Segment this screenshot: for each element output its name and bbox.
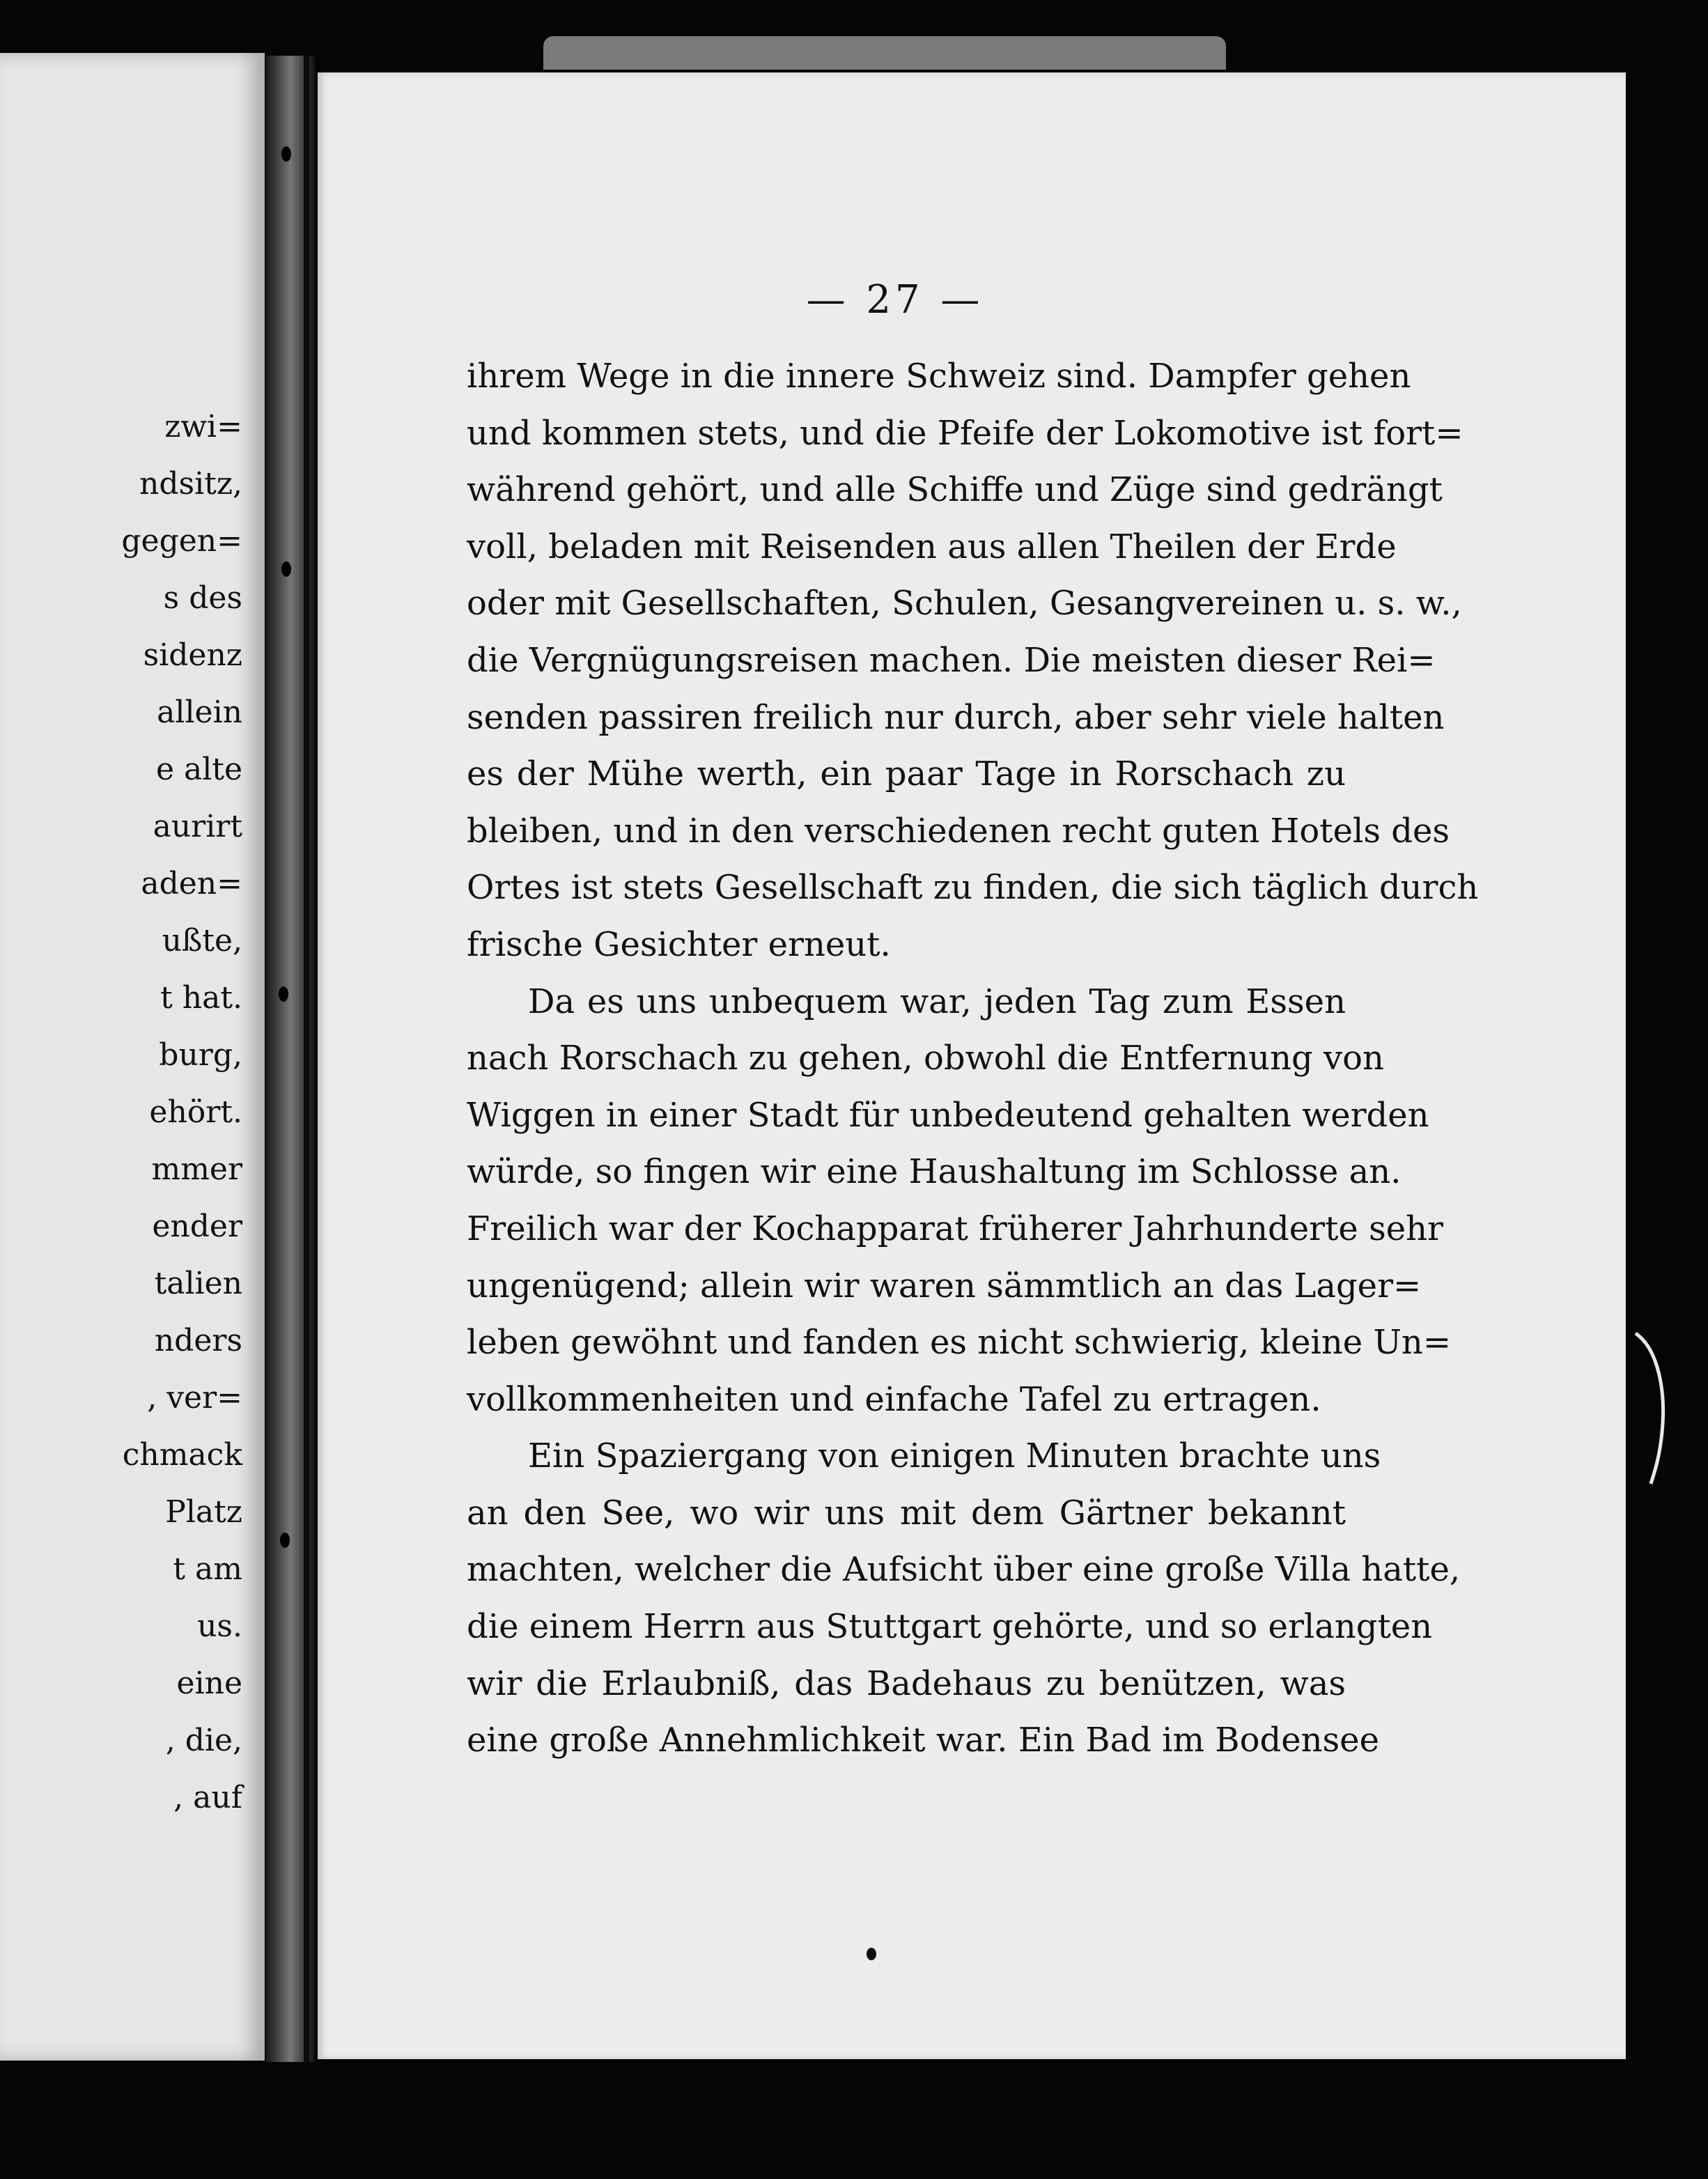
previous-page-line: Platz [165,1494,242,1530]
text-line: Ein Spaziergang von einigen Minuten brachte uns [528,1436,1381,1476]
previous-page-line: ußte, [162,923,242,959]
previous-page-fragment [0,53,265,2061]
text-line: Freilich war der Kochapparat früherer Jahrhunderte sehr [467,1209,1443,1248]
text-line: Da es uns unbequem war, jeden Tag zum Essen [528,982,1346,1021]
previous-page-line: zwi= [164,409,242,444]
text-line: und kommen stets, und die Pfeife der Lokomotive ist fort= [467,413,1464,453]
previous-page-line: t hat. [160,980,242,1016]
text-line: nach Rorschach zu gehen, obwohl die Entfernung von [467,1039,1384,1078]
gutter-mark [281,561,291,577]
text-line: wir die Erlaubniß, das Badehaus zu benützen, was [467,1664,1346,1703]
previous-page-line: ndsitz, [139,466,242,502]
previous-page-line: mmer [151,1151,242,1187]
page-top-shadow [543,36,1226,70]
text-line: eine große Annehmlichkeit war. Ein Bad im Bodensee [467,1721,1379,1760]
text-line: es der Mühe werth, ein paar Tage in Rorschach zu [467,754,1346,794]
previous-page-line: chmack [122,1437,242,1473]
text-line: Wiggen in einer Stadt für unbedeutend gehalten werden [467,1095,1429,1135]
previous-page-line: , die, [165,1723,242,1758]
previous-page-line: aden= [141,866,242,901]
text-line: an den See, wo wir uns mit dem Gärtner bekannt [467,1493,1346,1533]
gutter-mark [279,986,288,1002]
page-edge-curl [1630,1328,1679,1488]
text-line: die einem Herrn aus Stuttgart gehörte, und so erlangten [467,1607,1433,1647]
text-line: machten, welcher die Aufsicht über eine große Villa hatte, [467,1550,1461,1590]
text-line: vollkommenheiten und einfache Tafel zu ertragen. [467,1379,1321,1419]
previous-page-line: ender [152,1209,242,1244]
text-line: bleiben, und in den verschiedenen recht guten Hotels des [467,811,1450,851]
text-line: während gehört, und alle Schiffe und Züge sind gedrängt [467,470,1443,510]
previous-page-line-fragments [121,398,242,1827]
gutter-mark [280,1533,290,1548]
text-line: leben gewöhnt und fanden es nicht schwierig, kleine Un= [467,1323,1452,1363]
previous-page-line: eine [176,1666,242,1701]
text-line: ungenügend; allein wir waren sämmtlich an das Lager= [467,1266,1422,1305]
previous-page-line: s des [163,580,242,616]
previous-page-line: gegen= [121,523,242,559]
text-line: voll, beladen mit Reisenden aus allen Theilen der Erde [467,527,1397,566]
gutter-shadow-line [304,56,309,2062]
previous-page-line: talien [154,1266,242,1301]
previous-page-line: allein [157,695,242,730]
previous-page-line: burg, [159,1037,242,1073]
gutter-mark [281,146,291,162]
text-line: frische Gesichter erneut. [467,924,891,964]
previous-page-line: t am [173,1551,242,1587]
previous-page-line: us. [197,1608,242,1644]
previous-page-line: e alte [155,752,242,787]
text-line: oder mit Gesellschaften, Schulen, Gesangvereinen u. s. w., [467,584,1462,623]
previous-page-line: ehört. [149,1094,242,1130]
previous-page-line: , auf [173,1780,242,1815]
previous-page-line: nders [154,1323,242,1358]
page-number: — 27 — [806,277,984,323]
previous-page-line: sidenz [143,637,242,673]
previous-page-line: aurirt [153,809,242,844]
text-line: ihrem Wege in die innere Schweiz sind. Dampfer gehen [467,357,1411,396]
previous-page-line: , ver= [147,1380,242,1416]
text-line: die Vergnügungsreisen machen. Die meisten dieser Rei= [467,640,1436,680]
text-line: würde, so fingen wir eine Haushaltung im Schlosse an. [467,1152,1402,1192]
page-body-text [467,348,1479,1769]
text-line: Ortes ist stets Gesellschaft zu finden, die sich täglich durch [467,868,1479,908]
current-page [318,72,1626,2059]
ink-dot [867,1948,876,1960]
text-line: senden passiren freilich nur durch, aber sehr viele halten [467,697,1445,737]
